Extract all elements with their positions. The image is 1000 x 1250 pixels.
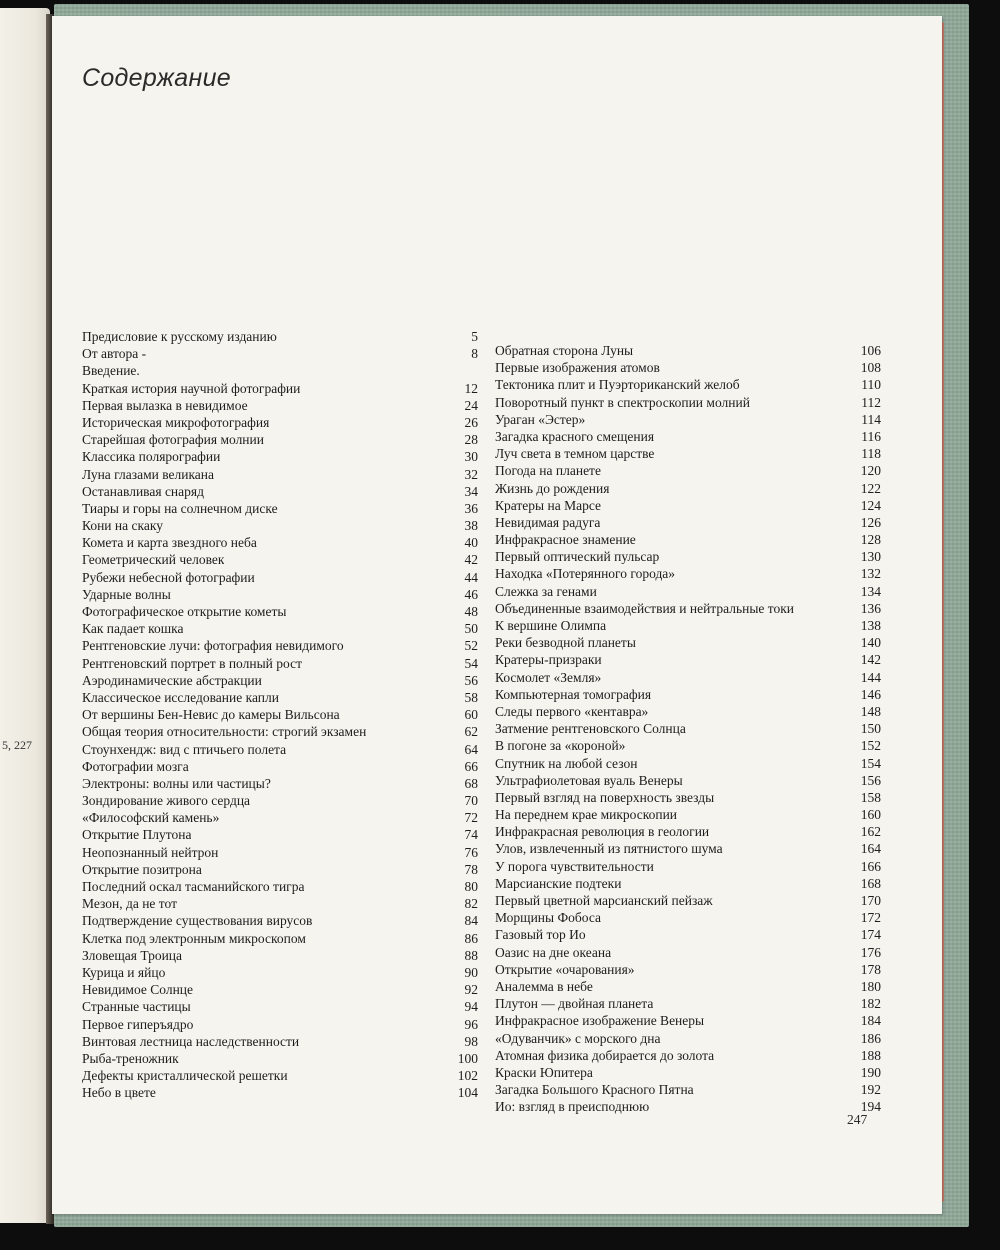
toc-entry: [495, 772, 881, 789]
toc-entry-page: 182: [860, 996, 881, 1012]
toc-entry-title: Погода на планете: [495, 463, 601, 479]
toc-entry-page: 54: [464, 655, 478, 671]
toc-entry: [495, 875, 881, 892]
toc-entry: [495, 909, 881, 926]
toc-entry: [82, 466, 478, 483]
toc-entry-page: 38: [464, 518, 478, 534]
toc-entry: [495, 394, 881, 411]
toc-entry-title: Плутон — двойная планета: [495, 996, 654, 1012]
toc-entry-title: Кратеры на Марсе: [495, 497, 601, 513]
toc-entry-title: Компьютерная томография: [495, 686, 652, 702]
toc-entry: [82, 826, 478, 843]
toc-entry-title: Космолет «Земля»: [495, 669, 602, 685]
toc-entry: [82, 517, 478, 534]
toc-entry-title: Геометрический человек: [82, 552, 225, 568]
toc-entry: [82, 878, 478, 895]
toc-entry-title: К вершине Олимпа: [495, 618, 607, 633]
toc-entry-title: От автора -: [82, 346, 147, 362]
toc-entry-title: Курица и яйцо: [82, 964, 166, 980]
toc-entry: [495, 428, 881, 445]
toc-entry-title: Тиары и горы на солнечном диске: [82, 500, 278, 516]
toc-entry: [82, 1050, 478, 1067]
toc-entry-page: 72: [464, 810, 478, 826]
toc-entry-page: 86: [464, 930, 478, 946]
toc-entry-title: Стоунхендж: вид с птичьего полета: [82, 741, 287, 757]
toc-entry: [495, 342, 881, 359]
toc-entry-title: Ультрафиолетовая вуаль Венеры: [495, 772, 683, 788]
toc-entry: [495, 376, 881, 393]
toc-entry-page: 100: [457, 1050, 478, 1066]
toc-entry: [82, 758, 478, 775]
toc-entry-title: Инфракрасное изображение Венеры: [495, 1013, 705, 1029]
toc-entry-title: Первое гиперъядро: [82, 1016, 194, 1032]
toc-entry-title: Первый цветной марсианский пейзаж: [495, 893, 713, 908]
toc-entry-title: Атомная физика добирается до золота: [495, 1047, 715, 1063]
toc-entry-title: Морщины Фобоса: [495, 910, 601, 926]
toc-entry-page: 62: [464, 724, 478, 740]
toc-entry-page: 56: [464, 672, 478, 688]
toc-entry: [495, 669, 881, 686]
toc-entry-title: Обратная сторона Луны: [495, 343, 634, 358]
toc-entry-title: Луна глазами великана: [82, 466, 215, 482]
toc-entry-title: Объединенные взаимодействия и нейтральные токи: [495, 600, 795, 616]
toc-entry: [82, 964, 478, 981]
toc-entry: [82, 1016, 478, 1033]
toc-entry-title: Открытие позитрона: [82, 861, 202, 877]
toc-entry: [495, 840, 881, 857]
toc-entry-page: 122: [860, 480, 881, 496]
toc-entry: [82, 706, 478, 723]
toc-entry-page: 176: [860, 944, 881, 960]
toc-entry-page: 118: [861, 446, 881, 462]
toc-entry: [82, 414, 478, 431]
toc-entry: [495, 531, 881, 548]
toc-entry: [82, 397, 478, 414]
toc-entry-title: Марсианские подтеки: [495, 875, 622, 891]
toc-entry: [495, 634, 881, 651]
toc-entry-page: 146: [860, 686, 881, 702]
toc-entry: [495, 651, 881, 668]
toc-entry-title: Оазис на дне океана: [495, 944, 612, 960]
toc-entry-page: 178: [860, 961, 881, 977]
toc-entry: [82, 741, 478, 758]
toc-entry-title: Луч света в темном царстве: [495, 446, 655, 462]
toc-entry: [495, 703, 881, 720]
toc-entry-page: 26: [464, 414, 478, 430]
toc-entry: [495, 565, 881, 582]
toc-entry-title: Первый взгляд на поверхность звезды: [495, 789, 715, 805]
toc-entry-title: Рентгеновские лучи: фотография невидимого: [82, 638, 344, 654]
toc-entry: [495, 978, 881, 995]
toc-entry-page: 114: [861, 411, 881, 427]
toc-entry-title: В погоне за «короной»: [495, 738, 626, 754]
toc-entry-page: 68: [464, 775, 478, 791]
toc-entry-title: Последний оскал тасманийского тигра: [82, 879, 305, 894]
toc-entry: [82, 431, 478, 448]
toc-entry-page: 66: [464, 758, 478, 774]
toc-entry-title: Мезон, да не тот: [82, 896, 177, 912]
toc-entry-page: 90: [464, 964, 478, 980]
toc-entry: [82, 448, 478, 465]
toc-entry-page: 24: [464, 397, 478, 413]
toc-entry-page: 40: [464, 535, 478, 551]
toc-entry-title: Комета и карта звездного неба: [82, 535, 257, 551]
toc-right-column: [495, 342, 881, 1115]
toc-entry: [82, 775, 478, 792]
toc-entry-page: 150: [860, 721, 881, 737]
toc-entry: [82, 620, 478, 637]
toc-entry-title: От вершины Бен-Невис до камеры Вильсона: [82, 707, 340, 723]
toc-entry-title: Аналемма в небе: [495, 978, 593, 994]
toc-entry-page: 112: [861, 394, 881, 410]
toc-entry-title: Загадка Большого Красного Пятна: [495, 1082, 694, 1098]
toc-entry-title: Останавливая снаряд: [82, 483, 204, 499]
toc-entry-page: 88: [464, 947, 478, 963]
toc-entry-page: 194: [860, 1099, 881, 1115]
toc-entry-title: Загадка красного смещения: [495, 428, 655, 444]
toc-entry-title: Тектоника плит и Пуэрториканский желоб: [495, 377, 740, 393]
toc-entry-page: 168: [860, 875, 881, 891]
toc-entry-title: Кратеры-призраки: [495, 652, 602, 668]
toc-entry-page: 110: [861, 377, 881, 393]
toc-entry-title: Старейшая фотография молнии: [82, 432, 264, 448]
toc-entry-title: Первые изображения атомов: [495, 360, 660, 376]
toc-entry: [82, 1033, 478, 1050]
toc-entry: [82, 380, 478, 397]
toc-entry: [82, 551, 478, 568]
toc-entry: [82, 603, 478, 620]
toc-entry: [495, 600, 881, 617]
toc-entry: [82, 1084, 478, 1101]
toc-entry-title: Невидимая радуга: [495, 514, 601, 530]
toc-entry-page: 84: [464, 913, 478, 929]
toc-entry: [82, 362, 478, 379]
toc-entry-page: 158: [860, 789, 881, 805]
toc-entry-title: Открытие Плутона: [82, 827, 192, 843]
toc-entry-title: Классическое исследование капли: [82, 689, 279, 705]
toc-entry: [495, 1098, 881, 1115]
toc-entry: [82, 861, 478, 878]
toc-entry: [82, 500, 478, 517]
toc-entry-page: 12: [464, 380, 478, 396]
toc-entry-page: 174: [860, 927, 881, 943]
toc-entry: [495, 359, 881, 376]
toc-entry-title: «Философский камень»: [82, 810, 220, 826]
toc-entry: [495, 720, 881, 737]
toc-entry-page: 82: [464, 896, 478, 912]
toc-entry: [82, 792, 478, 809]
toc-entry: [495, 806, 881, 823]
toc-entry-title: Ураган «Эстер»: [495, 411, 586, 427]
toc-entry-page: 160: [860, 807, 881, 823]
toc-entry: [495, 1047, 881, 1064]
toc-entry-page: 172: [860, 910, 881, 926]
contents-page: [52, 16, 942, 1214]
toc-entry: [495, 892, 881, 909]
toc-entry-title: Жизнь до рождения: [495, 480, 610, 496]
toc-entry-page: 142: [860, 652, 881, 668]
toc-entry-title: Газовый тор Ио: [495, 927, 586, 943]
toc-entry-page: 48: [464, 604, 478, 619]
toc-entry: [495, 548, 881, 565]
toc-entry-page: 5: [471, 329, 478, 344]
toc-entry-page: 46: [464, 586, 478, 602]
toc-entry-title: Инфракрасное знамение: [495, 532, 636, 548]
toc-entry-title: Винтовая лестница наследственности: [82, 1033, 300, 1049]
toc-entry-title: Улов, извлеченный из пятнистого шума: [495, 841, 723, 857]
toc-entry: [495, 1030, 881, 1047]
toc-entry-page: 148: [860, 703, 881, 719]
toc-entry: [495, 1064, 881, 1081]
toc-entry: [495, 995, 881, 1012]
toc-entry-title: Фотографии мозга: [82, 758, 189, 774]
left-page-fragment: 5, 227: [2, 738, 32, 752]
toc-entry-title: Краткая история научной фотографии: [82, 380, 301, 396]
toc-entry-title: Подтверждение существования вирусов: [82, 913, 313, 929]
toc-entry: [82, 1067, 478, 1084]
toc-entry-page: 52: [464, 638, 478, 654]
toc-entry-page: 192: [860, 1082, 881, 1098]
toc-entry: [495, 445, 881, 462]
toc-entry-page: 76: [464, 844, 478, 860]
toc-entry: [495, 944, 881, 961]
toc-entry: [495, 686, 881, 703]
toc-entry: [82, 809, 478, 826]
toc-entry: [495, 858, 881, 875]
toc-entry: [495, 462, 881, 479]
toc-entry-title: На переднем крае микроскопии: [495, 807, 678, 823]
toc-entry: [495, 411, 881, 428]
toc-entry-page: 126: [860, 514, 881, 530]
page-number: 247: [847, 1112, 868, 1127]
toc-entry: [82, 534, 478, 551]
toc-entry-title: Затмение рентгеновского Солнца: [495, 721, 686, 737]
toc-entry-title: Ио: взгляд в преисподнюю: [495, 1099, 650, 1115]
toc-entry-page: 92: [464, 982, 478, 998]
toc-entry-title: Введение.: [82, 363, 140, 379]
toc-entry-page: 58: [464, 689, 478, 705]
toc-entry-page: 70: [464, 793, 478, 809]
toc-entry-page: 98: [464, 1033, 478, 1049]
toc-entry-page: 78: [464, 861, 478, 877]
toc-entry-title: Странные частицы: [82, 999, 191, 1015]
toc-entry-title: Невидимое Солнце: [82, 982, 194, 998]
toc-entry-title: Находка «Потерянного города»: [495, 566, 676, 582]
toc-entry: [495, 480, 881, 497]
toc-entry-page: 154: [860, 755, 881, 771]
toc-entry-page: 30: [464, 449, 478, 465]
toc-entry-title: Кони на скаку: [82, 518, 163, 534]
toc-entry-page: 128: [860, 532, 881, 548]
toc-entry-page: 50: [464, 621, 478, 637]
toc-entry-title: Зондирование живого сердца: [82, 793, 251, 809]
toc-entry-title: Дефекты кристаллической решетки: [82, 1068, 288, 1084]
toc-entry-page: 186: [860, 1030, 881, 1046]
toc-entry-title: Аэродинамические абстракции: [82, 672, 262, 688]
toc-entry-page: 130: [860, 549, 881, 565]
toc-entry: [82, 637, 478, 654]
toc-entry-title: Реки безводной планеты: [495, 635, 636, 651]
page-title: Содержание: [82, 64, 231, 92]
toc-entry-title: Историческая микрофотография: [82, 414, 270, 430]
toc-entry: [82, 328, 478, 345]
toc-entry: [495, 1081, 881, 1098]
toc-entry-page: 132: [860, 566, 881, 582]
toc-entry-title: Электроны: волны или частицы?: [82, 775, 271, 791]
toc-entry: [82, 930, 478, 947]
toc-entry: [82, 586, 478, 603]
toc-entry-page: 74: [464, 827, 478, 843]
toc-entry: [495, 514, 881, 531]
toc-entry: [82, 981, 478, 998]
toc-entry-title: Зловещая Троица: [82, 947, 183, 963]
toc-entry-title: Неопознанный нейтрон: [82, 844, 219, 860]
toc-entry-title: Поворотный пункт в спектроскопии молний: [495, 394, 750, 410]
toc-entry-title: Открытие «очарования»: [495, 961, 635, 977]
toc-entry-page: 190: [860, 1064, 881, 1080]
toc-entry: [495, 823, 881, 840]
toc-entry-title: Небо в цвете: [82, 1085, 156, 1101]
toc-left-column: [82, 328, 478, 1101]
toc-entry-page: 134: [860, 583, 881, 599]
toc-entry-page: 42: [464, 552, 478, 568]
toc-entry-page: 120: [860, 463, 881, 479]
toc-entry-title: Первая вылазка в невидимое: [82, 397, 248, 413]
toc-entry: [495, 583, 881, 600]
toc-entry-title: Инфракрасная революция в геологии: [495, 824, 710, 840]
toc-entry-page: 28: [464, 432, 478, 448]
toc-entry-page: 162: [860, 824, 881, 840]
toc-entry: [495, 737, 881, 754]
toc-entry-page: 164: [860, 841, 881, 857]
toc-entry-title: Спутник на любой сезон: [495, 755, 638, 771]
toc-entry: [82, 912, 478, 929]
toc-entry: [82, 345, 478, 362]
toc-entry-page: 104: [457, 1085, 478, 1101]
toc-entry-page: 102: [457, 1068, 478, 1084]
toc-entry-page: 34: [464, 483, 478, 499]
toc-entry: [82, 672, 478, 689]
toc-entry-title: Рубежи небесной фотографии: [82, 569, 255, 585]
toc-entry: [495, 926, 881, 943]
toc-entry-page: 108: [860, 360, 881, 376]
toc-entry-page: 8: [471, 346, 478, 362]
toc-entry-page: 136: [860, 600, 881, 616]
toc-entry-page: 152: [860, 738, 881, 754]
toc-entry: [495, 1012, 881, 1029]
toc-entry-title: Рентгеновский портрет в полный рост: [82, 655, 302, 671]
toc-entry-page: 138: [860, 618, 881, 633]
toc-entry: [82, 483, 478, 500]
toc-entry-page: 116: [861, 428, 881, 444]
toc-entry-title: Клетка под электронным микроскопом: [82, 930, 306, 946]
toc-entry: [82, 895, 478, 912]
toc-entry-page: 170: [860, 893, 881, 908]
toc-entry: [495, 961, 881, 978]
toc-entry: [82, 569, 478, 586]
toc-entry: [82, 844, 478, 861]
toc-entry-page: 106: [860, 343, 881, 358]
toc-entry: [82, 947, 478, 964]
toc-entry-page: 60: [464, 707, 478, 723]
toc-entry-title: Предисловие к русскому изданию: [82, 329, 277, 344]
toc-entry: [495, 497, 881, 514]
toc-entry: [495, 617, 881, 634]
toc-entry-page: 44: [464, 569, 478, 585]
toc-entry-page: 94: [464, 999, 478, 1015]
toc-entry-page: 184: [860, 1013, 881, 1029]
toc-entry-page: 156: [860, 772, 881, 788]
toc-entry: [495, 789, 881, 806]
toc-entry-title: Фотографическое открытие кометы: [82, 604, 287, 619]
toc-entry-page: 140: [860, 635, 881, 651]
toc-entry-title: Классика полярографии: [82, 449, 221, 465]
toc-entry: [495, 755, 881, 772]
toc-entry-page: 36: [464, 500, 478, 516]
toc-entry-page: 166: [860, 858, 881, 874]
toc-entry-page: 96: [464, 1016, 478, 1032]
toc-entry-title: Как падает кошка: [82, 621, 184, 637]
toc-entry: [82, 998, 478, 1015]
toc-entry-title: Следы первого «кентавра»: [495, 703, 649, 719]
toc-entry-title: У порога чувствительности: [495, 858, 654, 874]
toc-entry: [82, 723, 478, 740]
toc-entry-title: Рыба-треножник: [82, 1050, 179, 1066]
left-page-edge: [0, 8, 50, 1223]
toc-entry-page: 188: [860, 1047, 881, 1063]
toc-entry: [82, 655, 478, 672]
toc-entry-page: 80: [464, 879, 478, 894]
toc-entry-title: Ударные волны: [82, 586, 171, 602]
toc-entry-page: 144: [860, 669, 881, 685]
toc-entry-title: Краски Юпитера: [495, 1064, 593, 1080]
toc-entry-title: Первый оптический пульсар: [495, 549, 660, 565]
toc-entry-title: «Одуванчик» с морского дна: [495, 1030, 661, 1046]
toc-entry-page: 32: [464, 466, 478, 482]
toc-entry-title: Слежка за генами: [495, 583, 597, 599]
toc-entry-page: 64: [464, 741, 478, 757]
toc-entry-page: 180: [860, 978, 881, 994]
toc-entry-page: 124: [860, 497, 881, 513]
toc-entry: [82, 689, 478, 706]
toc-entry-title: Общая теория относительности: строгий экзамен: [82, 724, 367, 740]
